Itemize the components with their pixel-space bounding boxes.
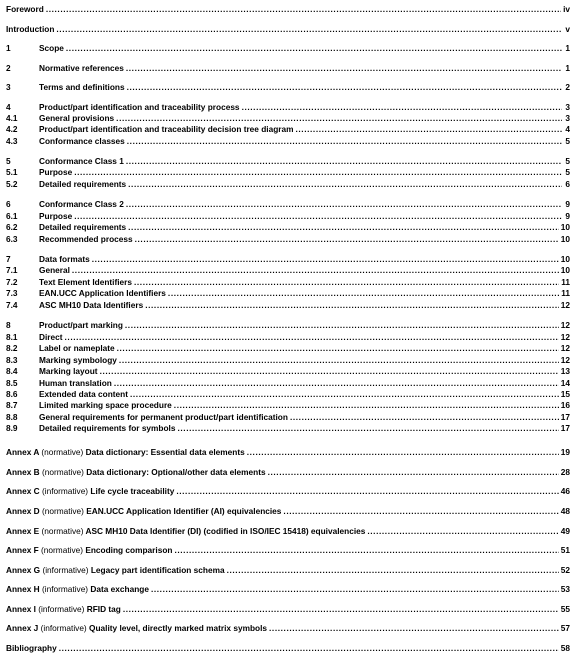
- dot-leader: [128, 221, 559, 233]
- section-number: 5: [6, 156, 11, 166]
- annex-label: Annex J: [6, 623, 39, 633]
- toc-entry[interactable]: [6, 3, 570, 15]
- section-title: Detailed requirements for symbols: [39, 423, 176, 433]
- section-title: Purpose: [39, 211, 73, 221]
- page-number: 10: [560, 234, 570, 244]
- toc-entry[interactable]: [6, 583, 570, 595]
- section-title: [6, 544, 172, 556]
- section-number: 8.3: [6, 355, 18, 365]
- dot-leader: [66, 42, 562, 54]
- section-number: 4: [6, 102, 11, 112]
- annex-kind: (informative): [41, 486, 89, 496]
- page-number: 12: [560, 300, 570, 310]
- page-number: 12: [560, 320, 570, 330]
- annex-label: Annex D: [6, 506, 40, 516]
- annex-title: EAN.UCC Application Identifier (AI) equivalencies: [86, 506, 282, 516]
- page-number: 15: [560, 389, 570, 399]
- page-number: 12: [560, 343, 570, 353]
- page-number: 57: [560, 623, 570, 633]
- section-number: 6.1: [6, 211, 18, 221]
- annex-title: Data dictionary: Essential data elements: [85, 447, 245, 457]
- dot-leader: [100, 365, 559, 377]
- section-number: 8.7: [6, 400, 18, 410]
- section-number: 4.1: [6, 113, 18, 123]
- section-number: 8.4: [6, 366, 18, 376]
- page-number: 6: [565, 179, 570, 189]
- toc-entry[interactable]: [6, 399, 570, 411]
- dot-leader: [127, 81, 562, 93]
- toc-entry[interactable]: [6, 544, 570, 556]
- dot-leader: [268, 466, 559, 478]
- page-number: 5: [565, 136, 570, 146]
- section-title: Scope: [39, 43, 64, 53]
- section-title: [6, 525, 365, 537]
- section-number: 4.3: [6, 136, 18, 146]
- dot-leader: [117, 342, 559, 354]
- section-number: 7: [6, 254, 11, 264]
- section-number: 3: [6, 82, 11, 92]
- section-title: Recommended process: [39, 234, 133, 244]
- section-number: 8.6: [6, 389, 18, 399]
- dot-leader: [126, 198, 562, 210]
- page-number: 9: [565, 211, 570, 221]
- dot-leader: [125, 319, 559, 331]
- section-number: 1: [6, 43, 11, 53]
- section-number: 8.8: [6, 412, 18, 422]
- annex-kind: (informative): [40, 623, 87, 633]
- section-title: [6, 505, 281, 517]
- section-title: Human translation: [39, 378, 112, 388]
- annex-title: Legacy part identification schema: [90, 565, 225, 575]
- page-number: 10: [560, 222, 570, 232]
- section-title: General requirements for permanent product/part identification: [39, 412, 288, 422]
- toc-entry[interactable]: [6, 178, 570, 190]
- page-number: 5: [565, 156, 570, 166]
- section-title: Terms and definitions: [39, 82, 125, 92]
- annex-title: Data dictionary: Optional/other data elements: [86, 467, 266, 477]
- section-title: Foreword: [6, 4, 44, 14]
- toc-entry[interactable]: [6, 233, 570, 245]
- annex-kind: (normative): [41, 526, 84, 536]
- page-number: 4: [565, 124, 570, 134]
- section-number: 6.2: [6, 222, 18, 232]
- section-title: Product/part marking: [39, 320, 123, 330]
- dot-leader: [168, 287, 559, 299]
- page-number: 51: [560, 545, 570, 555]
- toc-entry[interactable]: [6, 23, 570, 35]
- annex-title: Quality level, directly marked matrix symbols: [89, 623, 268, 633]
- toc-entry[interactable]: [6, 62, 570, 74]
- section-title: Marking layout: [39, 366, 98, 376]
- section-number: 6: [6, 199, 11, 209]
- page-number: 17: [560, 423, 570, 433]
- annex-kind: (normative): [41, 506, 84, 516]
- dot-leader: [176, 485, 558, 497]
- section-title: [6, 603, 121, 615]
- section-title: Marking symbology: [39, 355, 117, 365]
- dot-leader: [367, 525, 558, 537]
- page-number: 5: [565, 167, 570, 177]
- section-title: Label or nameplate: [39, 343, 115, 353]
- toc-entry[interactable]: [6, 422, 570, 434]
- dot-leader: [72, 264, 559, 276]
- annex-label: Annex F: [6, 545, 39, 555]
- page-number: 53: [560, 584, 570, 594]
- toc-entry[interactable]: [6, 466, 570, 478]
- page-number: 10: [560, 254, 570, 264]
- toc-entry[interactable]: [6, 166, 570, 178]
- toc-entry[interactable]: [6, 642, 570, 654]
- annex-label: Annex H: [6, 584, 40, 594]
- annex-label: Annex I: [6, 604, 36, 614]
- page-number: 2: [565, 82, 570, 92]
- toc-entry[interactable]: [6, 564, 570, 576]
- annex-title: Life cycle traceability: [90, 486, 175, 496]
- section-title: Bibliography: [6, 643, 57, 653]
- annex-kind: (normative): [41, 545, 84, 555]
- page-number: 16: [560, 400, 570, 410]
- section-number: 7.1: [6, 265, 18, 275]
- dot-leader: [56, 23, 562, 35]
- dot-leader: [74, 166, 562, 178]
- page-number: v: [565, 24, 570, 34]
- page-number: 28: [560, 467, 570, 477]
- toc-entry[interactable]: [6, 342, 570, 354]
- page-number: 3: [565, 113, 570, 123]
- annex-title: ASC MH10 Data Identifier (DI) (codified in ISO/IEC 15418) equivalencies: [85, 526, 366, 536]
- section-title: Purpose: [39, 167, 73, 177]
- dot-leader: [145, 299, 559, 311]
- section-title: Limited marking space procedure: [39, 400, 172, 410]
- page-number: 12: [560, 355, 570, 365]
- dot-leader: [151, 583, 559, 595]
- page-number: 52: [560, 565, 570, 575]
- section-title: Product/part identification and traceability process: [39, 102, 240, 112]
- page-number: 9: [565, 199, 570, 209]
- section-title: Conformance classes: [39, 136, 125, 146]
- dot-leader: [127, 135, 562, 147]
- dot-leader: [269, 622, 559, 634]
- section-number: 7.2: [6, 277, 18, 287]
- section-number: 8.5: [6, 378, 18, 388]
- toc-entry[interactable]: [6, 603, 570, 615]
- annex-label: Annex A: [6, 447, 40, 457]
- annex-label: Annex E: [6, 526, 40, 536]
- dot-leader: [135, 233, 559, 245]
- page-number: 3: [565, 102, 570, 112]
- dot-leader: [227, 564, 559, 576]
- section-number: 7.3: [6, 288, 18, 298]
- annex-label: Annex B: [6, 467, 40, 477]
- toc-entry[interactable]: [6, 299, 570, 311]
- section-title: Normative references: [39, 63, 124, 73]
- page-number: 11: [561, 277, 570, 287]
- annex-label: Annex C: [6, 486, 40, 496]
- page-number: 58: [560, 643, 570, 653]
- annex-title: Data exchange: [90, 584, 149, 594]
- annex-kind: (informative): [38, 604, 85, 614]
- section-number: 5.2: [6, 179, 18, 189]
- section-title: [6, 446, 245, 458]
- section-number: 8: [6, 320, 11, 330]
- section-number: 8.2: [6, 343, 18, 353]
- toc-entry[interactable]: [6, 264, 570, 276]
- section-title: EAN.UCC Application Identifiers: [39, 288, 166, 298]
- page-number: 17: [560, 412, 570, 422]
- section-title: Data formats: [39, 254, 90, 264]
- toc-entry[interactable]: [6, 365, 570, 377]
- toc-entry[interactable]: [6, 198, 570, 210]
- page-number: 11: [561, 288, 570, 298]
- dot-leader: [123, 603, 559, 615]
- section-title: Text Element Identifiers: [39, 277, 132, 287]
- section-title: [6, 485, 174, 497]
- page-number: 46: [560, 486, 570, 496]
- toc-entry[interactable]: [6, 81, 570, 93]
- section-title: ASC MH10 Data Identifiers: [39, 300, 144, 310]
- dot-leader: [59, 642, 559, 654]
- toc-entry[interactable]: [6, 123, 570, 135]
- page-number: 19: [560, 447, 570, 457]
- page-number: 10: [560, 265, 570, 275]
- page-number: iv: [563, 4, 570, 14]
- section-number: 7.4: [6, 300, 18, 310]
- page-number: 48: [560, 506, 570, 516]
- toc-entry[interactable]: [6, 485, 570, 497]
- section-title: General provisions: [39, 113, 115, 123]
- toc-entry[interactable]: [6, 446, 570, 458]
- section-title: [6, 583, 149, 595]
- section-title: Conformance Class 2: [39, 199, 124, 209]
- annex-title: Encoding comparison: [85, 545, 173, 555]
- toc-entry[interactable]: [6, 287, 570, 299]
- dot-leader: [46, 3, 561, 15]
- section-number: 8.9: [6, 423, 18, 433]
- section-title: [6, 622, 267, 634]
- toc-entry[interactable]: [6, 319, 570, 331]
- dot-leader: [247, 446, 559, 458]
- section-title: Direct: [39, 332, 63, 342]
- dot-leader: [174, 399, 559, 411]
- dot-leader: [126, 62, 562, 74]
- toc-entry[interactable]: [6, 135, 570, 147]
- section-number: 5.1: [6, 167, 18, 177]
- page-number: 13: [560, 366, 570, 376]
- annex-label: Annex G: [6, 565, 41, 575]
- dot-leader: [283, 505, 558, 517]
- annex-kind: (informative): [41, 584, 89, 594]
- annex-kind: (normative): [41, 447, 84, 457]
- toc-entry[interactable]: [6, 622, 570, 634]
- section-title: Product/part identification and traceability decision tree diagram: [39, 124, 294, 134]
- section-title: Conformance Class 1: [39, 156, 124, 166]
- toc-entry[interactable]: [6, 42, 570, 54]
- toc-entry[interactable]: [6, 525, 570, 537]
- section-title: General: [39, 265, 70, 275]
- section-number: 4.2: [6, 124, 18, 134]
- page-number: 1: [565, 63, 570, 73]
- page-number: 14: [560, 378, 570, 388]
- page-number: 55: [560, 604, 570, 614]
- page-number: 1: [565, 43, 570, 53]
- section-title: Detailed requirements: [39, 179, 127, 189]
- section-title: Introduction: [6, 24, 55, 34]
- section-title: Detailed requirements: [39, 222, 127, 232]
- toc-entry[interactable]: [6, 505, 570, 517]
- page-number: 12: [560, 332, 570, 342]
- section-number: 8.1: [6, 332, 18, 342]
- dot-leader: [128, 178, 562, 190]
- section-number: 6.3: [6, 234, 18, 244]
- section-title: [6, 466, 266, 478]
- dot-leader: [296, 123, 563, 135]
- toc-entry[interactable]: [6, 221, 570, 233]
- annex-kind: (normative): [41, 467, 84, 477]
- page-number: 49: [560, 526, 570, 536]
- annex-kind: (informative): [42, 565, 89, 575]
- section-number: 2: [6, 63, 11, 73]
- dot-leader: [177, 422, 558, 434]
- section-title: Extended data content: [39, 389, 128, 399]
- section-title: [6, 564, 225, 576]
- annex-title: RFID tag: [86, 604, 121, 614]
- dot-leader: [174, 544, 558, 556]
